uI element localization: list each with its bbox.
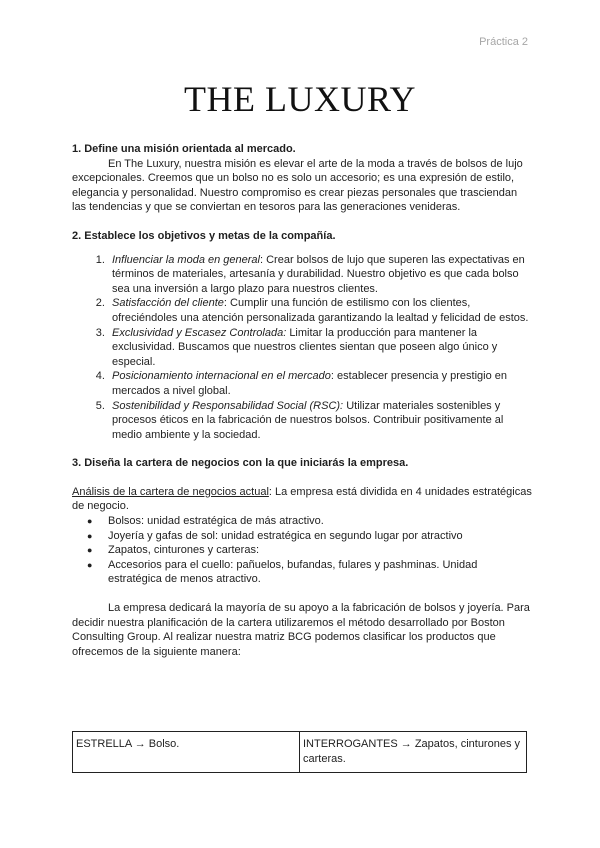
section-objectives (72, 229, 532, 442)
section-1-heading: 1. Define una misión orientada al mercado. (72, 143, 296, 155)
table-row (73, 732, 527, 773)
objective-term: Exclusividad y Escasez Controlada: (112, 326, 287, 339)
objective-term: Posicionamiento internacional en el mercado (112, 370, 331, 383)
objective-term: Sostenibilidad y Responsabilidad Social (RSC): (112, 399, 344, 412)
section-mission (72, 142, 532, 215)
bcg-cell-question: INTERROGANTES → Zapatos, cinturones y carteras. (300, 732, 527, 773)
objectives-list (72, 253, 532, 443)
business-unit-item: ● Accesorios para el cuello: pañuelos, bufandas, fulares y pashminas. Unidad estratégica de menos atractivo. (108, 558, 532, 587)
objective-item (108, 326, 532, 370)
objective-item: 4. Posicionamiento internacional en el mercado: establecer presencia y prestigio en mercados a nivel global. (108, 369, 532, 398)
objective-item (108, 399, 532, 443)
objective-term: Influenciar la moda en general (112, 253, 260, 266)
section-2-heading: 2. Establece los objetivos y metas de la compañía. (72, 229, 336, 242)
business-unit-item: ● Zapatos, cinturones y carteras: (108, 543, 532, 558)
bcg-cell-star: ESTRELLA → Bolso. (73, 732, 300, 773)
section-3-heading: 3. Diseña la cartera de negocios con la que iniciarás la empresa. (72, 457, 409, 470)
bcg-matrix-table (72, 731, 527, 773)
document-title: THE LUXURY (184, 79, 416, 119)
objective-text: Crear bolsos de lujo que superen las expectativas en términos de materiales, artesanía y durabilidad. Nuestro objetivo es que cada bolso sea una inversión a largo plazo para nuestros clientes. (112, 253, 525, 295)
document-body (72, 142, 532, 659)
page-header-label: Práctica 2 (479, 36, 528, 48)
business-unit-item: ● Bolsos: unidad estratégica de más atractivo. (108, 514, 532, 529)
portfolio-analysis (72, 485, 532, 514)
objective-term: Satisfacción del cliente (112, 297, 224, 310)
business-units-list (72, 514, 532, 587)
section-portfolio (72, 456, 532, 659)
objective-item: 2. Satisfacción del cliente: Cumplir una función de estilismo con los clientes, ofreciéndoles una atención personalizada garantizando la lealtad y felicidad de estos. (108, 296, 532, 325)
objective-item: 1. Influenciar la moda en general: Crear bolsos de lujo que superen las expectativas en términos de materiales, artesanía y durabilidad. Nuestro objetivo es que cada bolso sea una inversión a largo plazo para nuestros clientes. (108, 253, 532, 297)
analysis-label: Análisis de la cartera de negocios actual (72, 485, 269, 498)
business-unit-item: ● Joyería y gafas de sol: unidad estratégica en segundo lugar por atractivo (108, 529, 532, 544)
objective-text: establecer presencia y prestigio en mercados a nivel global. (112, 370, 508, 397)
analysis-text: : La empresa está dividida en 4 unidades estratégicas de negocio. (72, 485, 532, 513)
bcg-intro-paragraph: La empresa dedicará la mayoría de su apoyo a la fabricación de bolsos y joyería. Para decidir nuestra planificación de la cartera utilizaremos el método desarrollado por Boston Consulting Group. Al realizar nuestra matriz BCG podemos clasificar los productos que ofrecemos de la siguiente manera: (72, 602, 530, 658)
objective-text: Limitar la producción para mantener la exclusividad. Buscamos que nuestros clientes sientan que poseen algo único y especial. (112, 326, 498, 368)
mission-paragraph: En The Luxury, nuestra misión es elevar el arte de la moda a través de bolsos de lujo excepcionales. Creemos que un bolso no es solo un accesorio; es una expresión de estilo, elegancia y personalidad. Nuestro compromiso es crear piezas personales que trasciendan las tendencias y que se conviertan en tesoros para las generaciones venideras. (72, 157, 523, 214)
objective-text: Utilizar materiales sostenibles y procesos éticos en la fabricación de nuestros bolsos. Contribuir positivamente al medio ambiente y la sociedad. (112, 399, 504, 441)
objective-text: Cumplir una función de estilismo con los clientes, ofreciéndoles una atención personalizada garantizando la lealtad y felicidad de estos. (112, 297, 529, 324)
